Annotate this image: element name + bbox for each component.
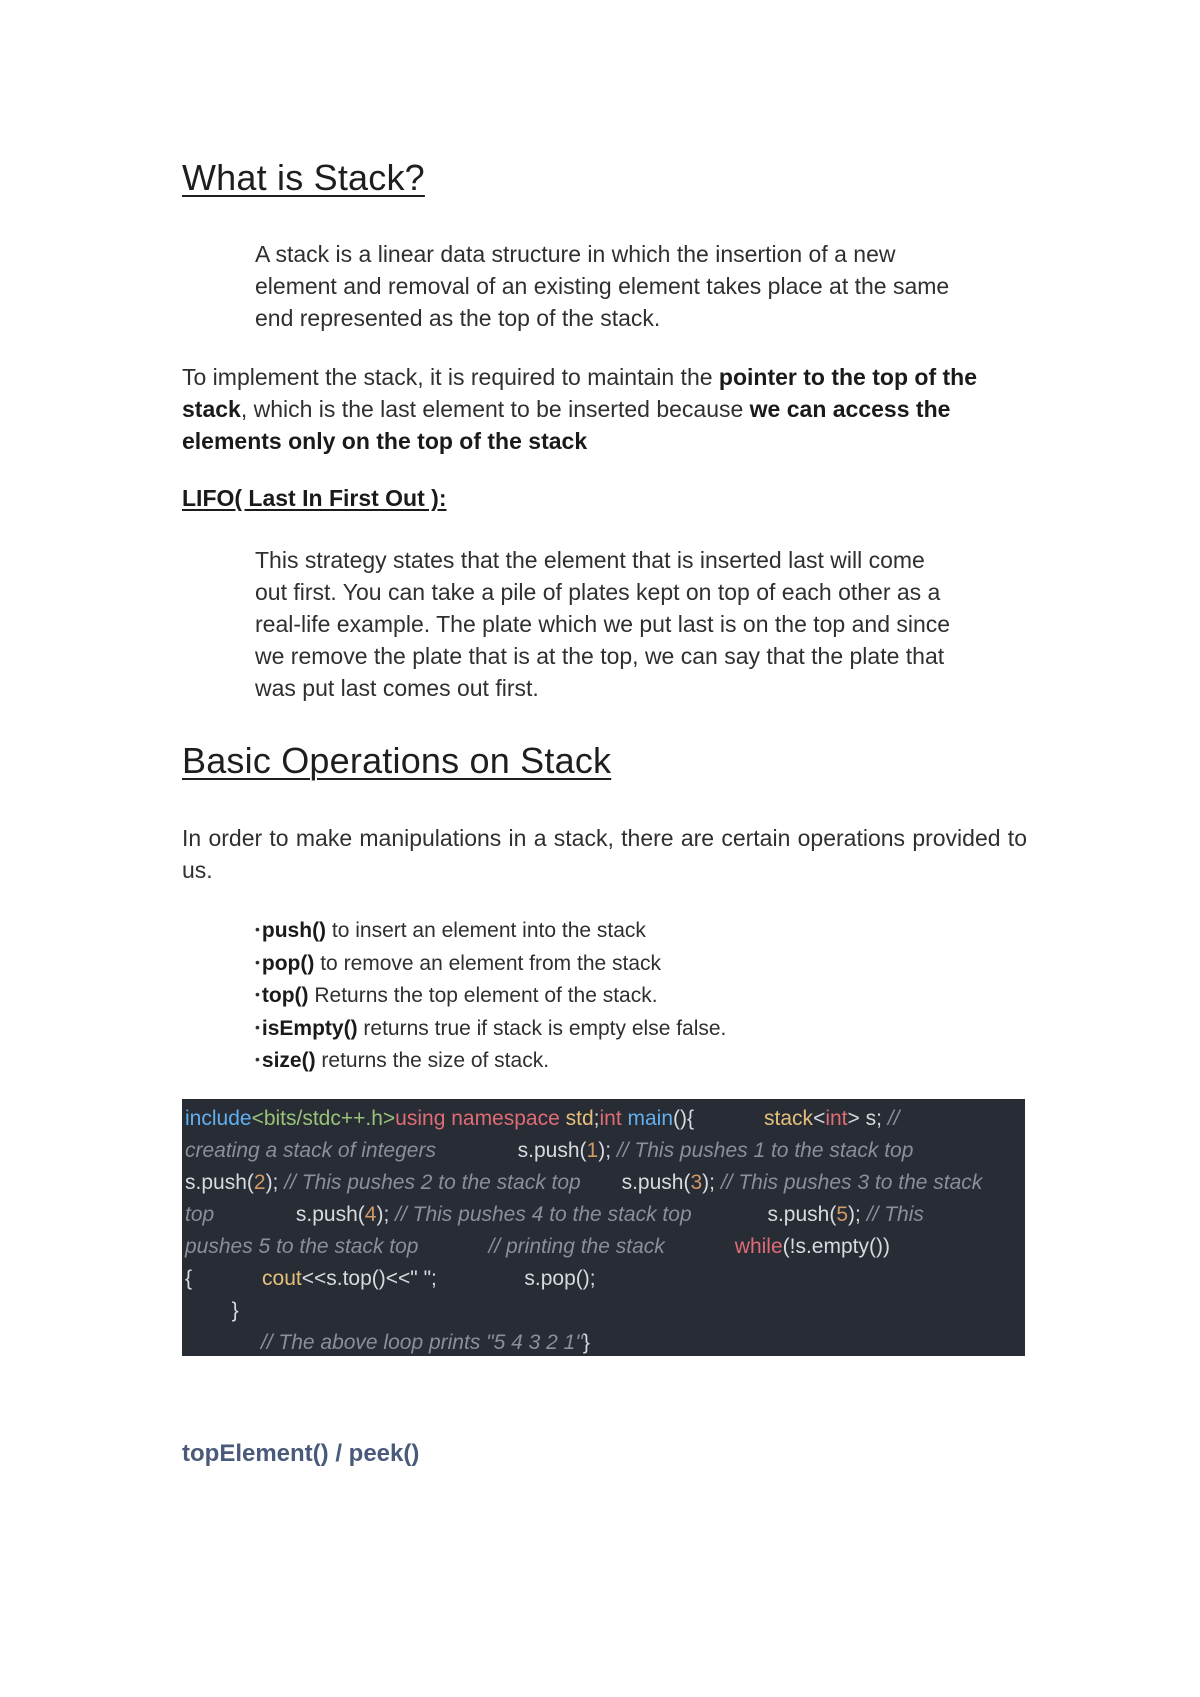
lifo-description: This strategy states that the element that is inserted last will come out first. You can take a pile of plates kept on top of each other as a real-life example. The plate which we put last is on the top and since we remove the plate that is at the top, we can say that the plate that was put last comes out first. xyxy=(255,547,951,701)
code-token: stack xyxy=(764,1107,814,1130)
stack-implementation-paragraph xyxy=(182,361,1027,457)
operations-list xyxy=(255,914,726,1077)
code-line xyxy=(185,1263,1025,1295)
code-token: } xyxy=(582,1331,590,1354)
code-token: 5 xyxy=(836,1203,849,1226)
operations-intro: In order to make manipulations in a stack, there are certain operations provided to us. xyxy=(182,825,1027,883)
operation-name: size() xyxy=(261,1049,316,1072)
code-line xyxy=(185,1103,1025,1135)
code-line xyxy=(185,1231,1025,1263)
code-token: // The above loop prints "5 4 3 2 1" xyxy=(260,1331,583,1354)
bullet: • xyxy=(255,1018,260,1035)
code-token xyxy=(192,1267,262,1290)
code-token: } xyxy=(185,1299,239,1322)
code-token: { xyxy=(185,1267,193,1290)
code-token: <bits/stdc++.h> xyxy=(251,1107,396,1130)
code-token: > s; xyxy=(847,1107,888,1130)
code-token: main xyxy=(627,1107,674,1130)
code-token: s.push( xyxy=(214,1203,365,1226)
code-token: // printing the stack xyxy=(488,1235,665,1258)
code-token: // xyxy=(887,1107,900,1130)
code-token: ); xyxy=(598,1139,617,1162)
code-token: pushes 5 to the stack top xyxy=(185,1235,419,1258)
code-token: <<s.top()<<" "; xyxy=(301,1267,437,1290)
code-token: // This pushes 2 to the stack top xyxy=(284,1171,581,1194)
code-token xyxy=(694,1107,764,1130)
code-line xyxy=(185,1327,1025,1356)
code-token: 1 xyxy=(586,1139,599,1162)
code-token: using namespace xyxy=(395,1107,566,1130)
operation-desc: returns true if stack is empty else false. xyxy=(357,1016,727,1040)
code-line xyxy=(185,1295,1025,1327)
bullet: • xyxy=(255,1051,260,1067)
operation-name: isEmpty() xyxy=(261,1016,358,1040)
code-token: 4 xyxy=(364,1203,377,1226)
code-token: 2 xyxy=(253,1171,266,1194)
lifo-heading: LIFO( Last In First Out ): xyxy=(182,485,447,511)
code-token: include xyxy=(185,1107,252,1130)
operation-name: top() xyxy=(261,984,309,1007)
code-line xyxy=(185,1199,1025,1231)
code-token: // This pushes 4 to the stack top xyxy=(395,1203,692,1226)
operation-desc: to remove an element from the stack xyxy=(314,951,662,975)
code-token: int xyxy=(599,1107,628,1130)
code-token: < xyxy=(813,1107,826,1130)
bullet: • xyxy=(255,953,260,970)
code-token: // This xyxy=(866,1203,924,1226)
code-token: cout xyxy=(262,1267,302,1290)
code-token xyxy=(418,1235,488,1258)
bullet: • xyxy=(255,921,260,937)
code-line xyxy=(185,1167,1025,1199)
impl-text-1: To implement the stack, it is required to maintain the xyxy=(182,364,719,390)
code-token: s.push( xyxy=(435,1139,587,1162)
operation-item-isempty xyxy=(255,1012,726,1045)
code-token xyxy=(185,1331,261,1354)
code-token: ); xyxy=(702,1171,721,1194)
code-token: while xyxy=(734,1235,783,1258)
code-token: ); xyxy=(265,1171,285,1194)
code-token: ; xyxy=(593,1107,600,1130)
code-block xyxy=(182,1099,1025,1356)
code-token: (!s.empty()) xyxy=(782,1235,890,1258)
operation-item-size xyxy=(255,1044,726,1077)
code-token xyxy=(665,1235,735,1258)
operation-item-top xyxy=(255,979,726,1012)
code-line xyxy=(185,1135,1025,1167)
heading-basic-operations: Basic Operations on Stack xyxy=(182,740,612,781)
impl-bold-1: pointer to the top of the stack xyxy=(182,364,977,422)
code-token: s.push( xyxy=(691,1203,837,1226)
operation-item-push xyxy=(255,914,726,947)
impl-bold-2: we can access the elements only on the top of the stack xyxy=(182,396,951,454)
code-token: s.push( xyxy=(580,1171,691,1194)
bullet: • xyxy=(255,986,260,1002)
code-token: creating a stack of integers xyxy=(185,1139,436,1162)
operation-desc: Returns the top element of the stack. xyxy=(308,984,658,1007)
code-token: // This pushes 1 to the stack top xyxy=(616,1139,914,1162)
heading-top-element-peek: topElement() / peek() xyxy=(182,1440,420,1467)
operation-desc: returns the size of stack. xyxy=(315,1049,550,1072)
code-token: ); xyxy=(376,1203,396,1226)
impl-text-2: , which is the last element to be inserted because xyxy=(240,396,750,422)
code-token: ); xyxy=(848,1203,867,1226)
code-token: int xyxy=(825,1107,848,1130)
code-token: top xyxy=(185,1203,215,1226)
code-token: // This pushes 3 to the stack xyxy=(720,1171,983,1194)
code-token: (){ xyxy=(673,1107,695,1130)
code-token: std xyxy=(565,1107,594,1130)
operation-desc: to insert an element into the stack xyxy=(326,919,646,942)
operation-name: pop() xyxy=(261,951,315,975)
operation-name: push() xyxy=(261,919,327,942)
code-token: s.push( xyxy=(185,1171,254,1194)
stack-definition: A stack is a linear data structure in which the insertion of a new element and removal of an existing element takes place at the same end represented as the top of the stack. xyxy=(255,241,950,331)
operation-item-pop xyxy=(255,947,726,980)
code-token: s.pop(); xyxy=(436,1267,596,1290)
heading-what-is-stack: What is Stack? xyxy=(182,157,425,198)
code-token: 3 xyxy=(690,1171,703,1194)
